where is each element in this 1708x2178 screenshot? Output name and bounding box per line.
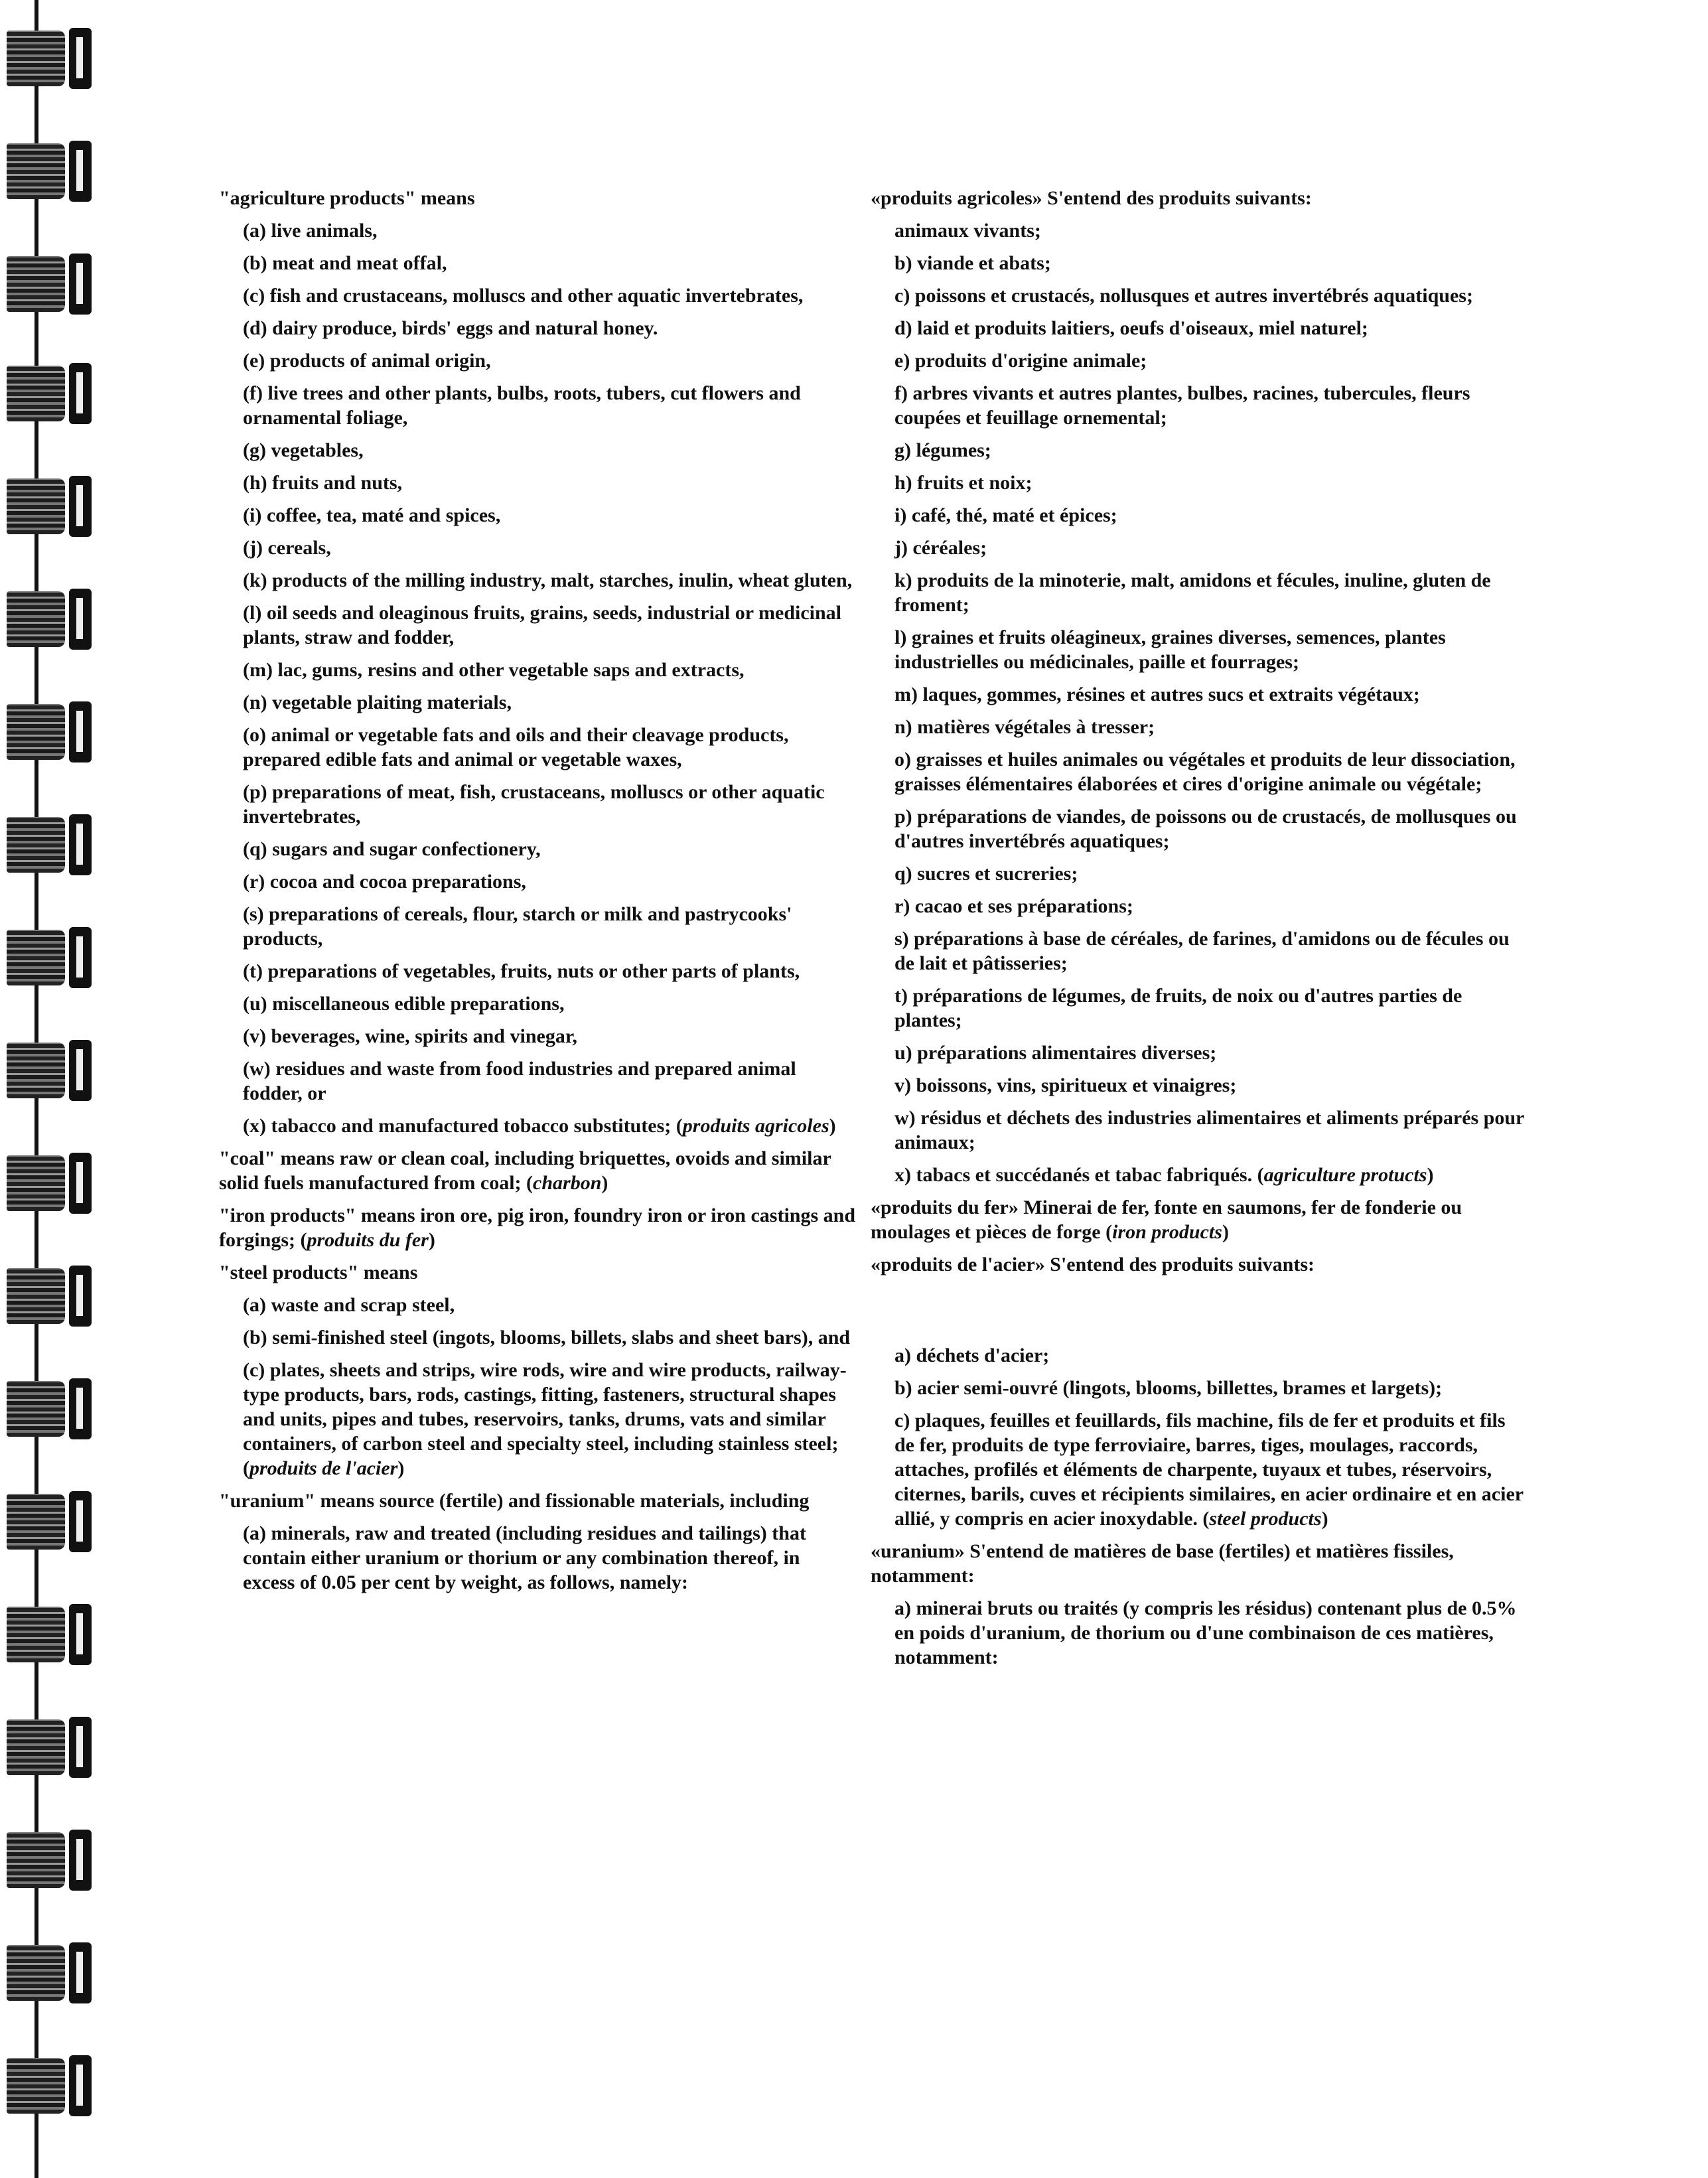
binding-ring bbox=[0, 1039, 100, 1102]
ring-loop bbox=[7, 817, 65, 873]
agri-item-en: (j) cereals, bbox=[243, 537, 331, 559]
agri-item-fr: h) fruits et noix; bbox=[894, 472, 1032, 494]
steel-item-a-fr: a) déchets d'acier; bbox=[894, 1344, 1050, 1366]
agri-item-en: (q) sugars and sugar confectionery, bbox=[243, 838, 541, 860]
steel-definition-fr: «produits de l'acier» S'entend des produits suivants: bbox=[871, 1254, 1315, 1275]
agri-item-en: (k) products of the milling industry, malt, starches, inulin, wheat gluten, bbox=[243, 569, 853, 591]
agri-item-en: (u) miscellaneous edible preparations, bbox=[243, 993, 565, 1015]
ring-loop bbox=[7, 366, 65, 421]
agri-item-fr: m) laques, gommes, résines et autres sucs et extraits végétaux; bbox=[894, 684, 1420, 705]
steel-item-b-fr: b) acier semi-ouvré (lingots, blooms, billettes, brames et largets); bbox=[894, 1377, 1443, 1399]
coal-definition-en: "coal" means raw or clean coal, including briquettes, ovoids and similar solid fuels manufactured from coal; (charbon) bbox=[219, 1147, 831, 1194]
steel-item-c-fr: c) plaques, feuilles et feuillards, fils machine, fils de fer et produits et fils de fer, produits de type ferroviaire, barres, tiges, moulages, raccords, attaches, profilés et éléments de charpente, tuyaux et tubes, réservoirs, citernes, barils, cuves et récipients similaires, en acier ordinaire et en acier allié, y compris en acier inoxydable. (steel products) bbox=[894, 1410, 1524, 1530]
agri-definition-fr: «produits agricoles» S'entend des produits suivants: bbox=[871, 187, 1312, 209]
agri-item-fr: e) produits d'origine animale; bbox=[894, 350, 1147, 372]
binding-ring bbox=[0, 587, 100, 651]
english-column bbox=[219, 186, 856, 1603]
ring-loop bbox=[7, 1607, 65, 1662]
agri-item-en: (e) products of animal origin, bbox=[243, 350, 491, 372]
ring-loop bbox=[7, 143, 65, 199]
binding-ring bbox=[0, 27, 100, 90]
binding-ring bbox=[0, 1490, 100, 1554]
agri-item-fr: d) laid et produits laitiers, oeufs d'oiseaux, miel naturel; bbox=[894, 317, 1368, 339]
agri-item-fr: j) céréales; bbox=[894, 537, 987, 559]
agri-item-x-fr: x) tabacs et succédanés et tabac fabriqués. (agriculture protucts) bbox=[894, 1164, 1434, 1186]
agri-item-fr: animaux vivants; bbox=[894, 220, 1041, 242]
agri-item-en: (o) animal or vegetable fats and oils and their cleavage products, prepared edible fats and animal or vegetable waxes, bbox=[243, 724, 789, 770]
ring-loop bbox=[7, 2058, 65, 2114]
cross-reference: produits agricoles bbox=[682, 1115, 829, 1137]
ring-loop bbox=[7, 1381, 65, 1437]
agri-item-en: (w) residues and waste from food industries and prepared animal fodder, or bbox=[243, 1058, 796, 1104]
ring-clip bbox=[69, 28, 92, 89]
agri-item-fr: c) poissons et crustacés, nollusques et autres invertébrés aquatiques; bbox=[894, 285, 1473, 307]
agri-item-fr: f) arbres vivants et autres plantes, bulbes, racines, tubercules, fleurs coupées et feuillage ornemental; bbox=[894, 382, 1470, 429]
agri-item-fr: v) boissons, vins, spiritueux et vinaigres; bbox=[894, 1074, 1237, 1096]
binding-ring bbox=[0, 1941, 100, 2005]
steel-item-c-en: (c) plates, sheets and strips, wire rods, wire and wire products, railway-type products, bars, rods, castings, fitting, fasteners, structural shapes and units, pipes and tubes, reservoirs, tanks, drums, vats and similar containers, of carbon steel and specialty steel, including stainless steel; (produits de l'acier) bbox=[243, 1359, 847, 1479]
iron-definition-fr: «produits du fer» Minerai de fer, fonte en saumons, fer de fonderie ou moulages et pièces de forge (iron products) bbox=[871, 1197, 1462, 1243]
ring-clip bbox=[69, 141, 92, 202]
ring-clip bbox=[69, 1266, 92, 1327]
binding-ring bbox=[0, 139, 100, 203]
ring-loop bbox=[7, 478, 65, 534]
agri-list-fr bbox=[871, 218, 1528, 1155]
ring-clip bbox=[69, 1378, 92, 1439]
ring-clip bbox=[69, 2055, 92, 2116]
french-column bbox=[871, 186, 1528, 1678]
agri-item-en: (a) live animals, bbox=[243, 220, 378, 242]
ring-clip bbox=[69, 927, 92, 988]
cross-reference: iron products bbox=[1112, 1221, 1222, 1243]
binding-ring bbox=[0, 474, 100, 538]
cross-reference: charbon bbox=[533, 1172, 602, 1194]
agri-item-en: (v) beverages, wine, spirits and vinegar, bbox=[243, 1025, 577, 1047]
cross-reference: produits du fer bbox=[307, 1229, 429, 1251]
agri-item-en: (i) coffee, tea, maté and spices, bbox=[243, 504, 501, 526]
ring-loop bbox=[7, 1043, 65, 1098]
agri-item-en: (l) oil seeds and oleaginous fruits, grains, seeds, industrial or medicinal plants, straw and fodder, bbox=[243, 602, 842, 648]
ring-clip bbox=[69, 1717, 92, 1778]
spacer bbox=[871, 1285, 1528, 1343]
ring-clip bbox=[69, 814, 92, 875]
ring-loop bbox=[7, 256, 65, 312]
cross-reference: produits de l'acier bbox=[249, 1457, 398, 1479]
ring-clip bbox=[69, 1040, 92, 1101]
steel-item-a-en: (a) waste and scrap steel, bbox=[243, 1294, 455, 1316]
binding-ring bbox=[0, 1264, 100, 1328]
agri-list-en bbox=[219, 218, 856, 1106]
agri-item-fr: i) café, thé, maté et épices; bbox=[894, 504, 1117, 526]
ring-clip bbox=[69, 476, 92, 537]
ring-loop bbox=[7, 1268, 65, 1324]
ring-loop bbox=[7, 930, 65, 985]
cross-reference: steel products bbox=[1209, 1508, 1322, 1530]
agri-item-fr: o) graisses et huiles animales ou végétales et produits de leur dissociation, graisses élémentaires élaborées et cires d'origine animale ou végétale; bbox=[894, 749, 1516, 795]
spiral-binding bbox=[0, 0, 100, 2178]
ring-clip bbox=[69, 589, 92, 650]
ring-loop bbox=[7, 1494, 65, 1550]
agri-item-en: (h) fruits and nuts, bbox=[243, 472, 403, 494]
agri-item-en: (b) meat and meat offal, bbox=[243, 252, 447, 274]
agri-definition-en: "agriculture products" means bbox=[219, 187, 475, 209]
agri-item-fr: q) sucres et sucreries; bbox=[894, 863, 1078, 885]
ring-clip bbox=[69, 1604, 92, 1665]
binding-ring bbox=[0, 1377, 100, 1441]
uranium-definition-fr: «uranium» S'entend de matières de base (fertiles) et matières fissiles, notamment: bbox=[871, 1540, 1454, 1587]
ring-loop bbox=[7, 591, 65, 647]
binding-ring bbox=[0, 362, 100, 425]
agri-item-en: (n) vegetable plaiting materials, bbox=[243, 691, 512, 713]
binding-ring bbox=[0, 1715, 100, 1779]
ring-clip bbox=[69, 1942, 92, 2003]
agri-item-fr: l) graines et fruits oléagineux, graines diverses, semences, plantes industrielles ou médicinales, paille et fourrages; bbox=[894, 626, 1446, 673]
agri-item-en: (p) preparations of meat, fish, crustaceans, molluscs or other aquatic invertebrates, bbox=[243, 781, 825, 828]
ring-clip bbox=[69, 1491, 92, 1552]
agri-item-fr: r) cacao et ses préparations; bbox=[894, 895, 1133, 917]
agri-item-fr: s) préparations à base de céréales, de farines, d'amidons ou de fécules ou de lait et pâtisseries; bbox=[894, 928, 1510, 974]
ring-loop bbox=[7, 1719, 65, 1775]
agri-item-en: (c) fish and crustaceans, molluscs and other aquatic invertebrates, bbox=[243, 285, 804, 307]
agri-item-fr: u) préparations alimentaires diverses; bbox=[894, 1042, 1217, 1064]
agri-item-en: (g) vegetables, bbox=[243, 439, 364, 461]
binding-ring bbox=[0, 1828, 100, 1892]
binding-ring bbox=[0, 813, 100, 877]
binding-ring bbox=[0, 252, 100, 316]
agri-item-fr: n) matières végétales à tresser; bbox=[894, 716, 1155, 738]
ring-clip bbox=[69, 1830, 92, 1891]
ring-loop bbox=[7, 1832, 65, 1888]
agri-item-fr: g) légumes; bbox=[894, 439, 991, 461]
ring-clip bbox=[69, 1153, 92, 1214]
agri-item-fr: b) viande et abats; bbox=[894, 252, 1051, 274]
agri-item-fr: t) préparations de légumes, de fruits, de noix ou d'autres parties de plantes; bbox=[894, 985, 1462, 1031]
agri-item-en: (m) lac, gums, resins and other vegetable saps and extracts, bbox=[243, 659, 745, 681]
ring-loop bbox=[7, 704, 65, 760]
binding-ring bbox=[0, 2054, 100, 2118]
ring-loop bbox=[7, 1155, 65, 1211]
agri-item-x-en: (x) tabacco and manufactured tobacco substitutes; (produits agricoles) bbox=[243, 1115, 836, 1137]
ring-clip bbox=[69, 363, 92, 424]
agri-item-en: (f) live trees and other plants, bulbs, roots, tubers, cut flowers and ornamental foliage, bbox=[243, 382, 801, 429]
uranium-item-a-fr: a) minerai bruts ou traités (y compris les résidus) contenant plus de 0.5% en poids d'uranium, de thorium ou d'une combinaison de ces matières, notamment: bbox=[894, 1597, 1517, 1668]
uranium-item-a-en: (a) minerals, raw and treated (including residues and tailings) that contain either uranium or thorium or any combination thereof, in excess of 0.05 per cent by weight, as follows, namely: bbox=[243, 1522, 806, 1593]
ring-clip bbox=[69, 254, 92, 315]
agri-item-en: (t) preparations of vegetables, fruits, nuts or other parts of plants, bbox=[243, 960, 800, 982]
agri-item-fr: p) préparations de viandes, de poissons ou de crustacés, de mollusques ou d'autres invertébrés aquatiques; bbox=[894, 806, 1517, 852]
agri-item-en: (s) preparations of cereals, flour, starch or milk and pastrycooks' products, bbox=[243, 903, 792, 950]
cross-reference: agriculture protucts bbox=[1263, 1164, 1427, 1186]
ring-loop bbox=[7, 31, 65, 86]
binding-ring bbox=[0, 700, 100, 764]
agri-item-fr: k) produits de la minoterie, malt, amidons et fécules, inuline, gluten de froment; bbox=[894, 569, 1491, 616]
steel-definition-en: "steel products" means bbox=[219, 1262, 418, 1283]
agri-item-en: (d) dairy produce, birds' eggs and natural honey. bbox=[243, 317, 658, 339]
agri-item-en: (r) cocoa and cocoa preparations, bbox=[243, 871, 526, 893]
ring-clip bbox=[69, 701, 92, 762]
steel-item-b-en: (b) semi-finished steel (ingots, blooms, billets, slabs and sheet bars), and bbox=[243, 1327, 851, 1348]
ring-loop bbox=[7, 1945, 65, 2001]
binding-ring bbox=[0, 1151, 100, 1215]
binding-ring bbox=[0, 926, 100, 989]
binding-ring bbox=[0, 1603, 100, 1666]
agri-item-fr: w) résidus et déchets des industries alimentaires et aliments préparés pour animaux; bbox=[894, 1107, 1524, 1153]
uranium-definition-en: "uranium" means source (fertile) and fissionable materials, including bbox=[219, 1490, 810, 1512]
iron-definition-en: "iron products" means iron ore, pig iron, foundry iron or iron castings and forgings; (produits du fer) bbox=[219, 1204, 856, 1251]
